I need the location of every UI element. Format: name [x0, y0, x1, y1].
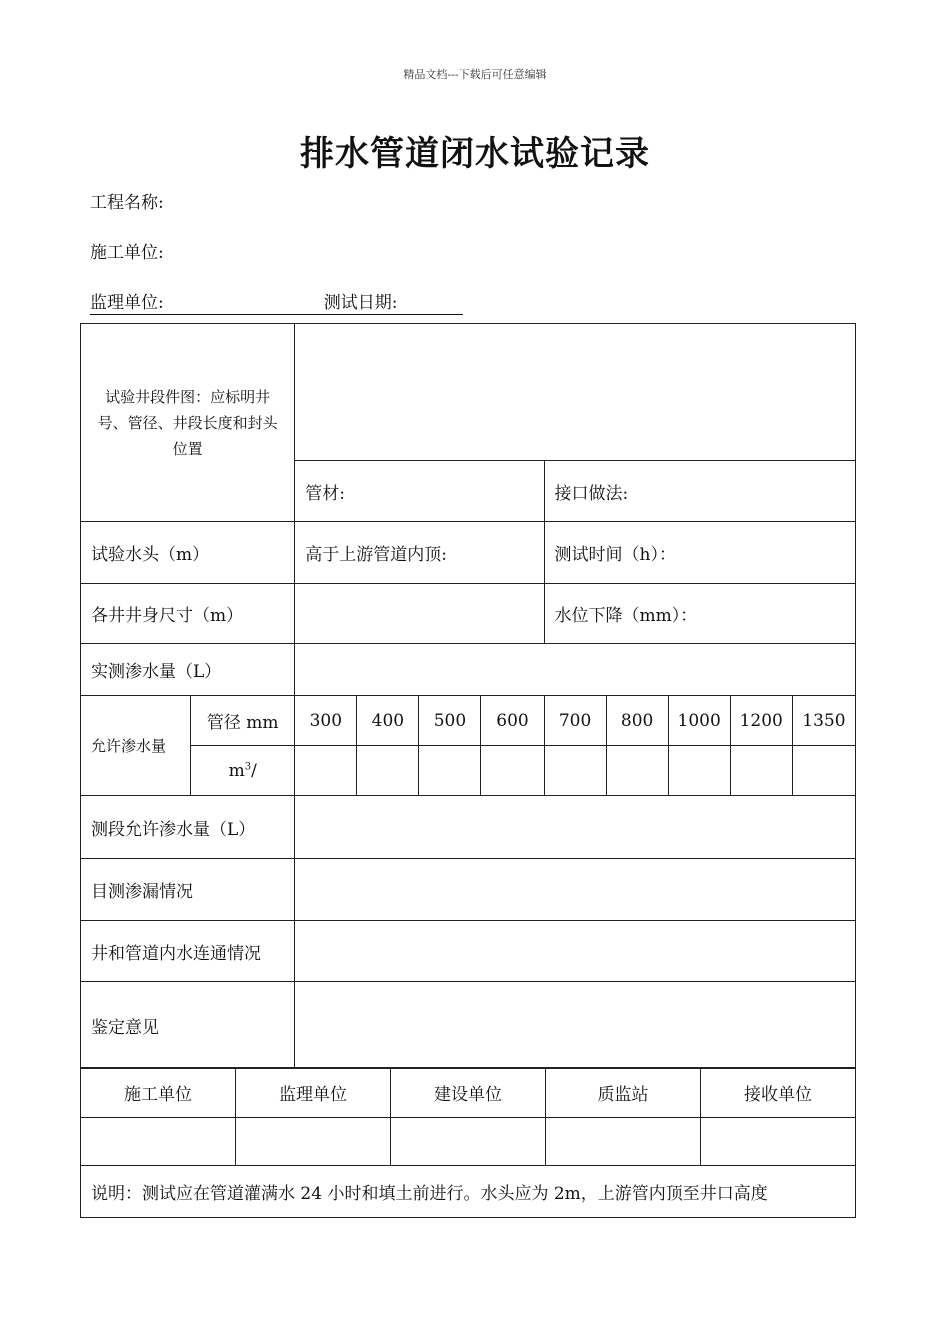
- supervision-unit-label: 监理单位:: [90, 293, 164, 313]
- page-title: 排水管道闭水试验记录: [300, 134, 650, 174]
- diameter-cell: 500: [419, 696, 481, 746]
- signature-cell[interactable]: [391, 1118, 546, 1166]
- allowed-value-cell[interactable]: [544, 746, 606, 796]
- allowed-value-cell[interactable]: [668, 746, 730, 796]
- visual-leak-value[interactable]: [295, 859, 856, 921]
- diagram-area[interactable]: [295, 324, 856, 461]
- allowed-value-cell[interactable]: [606, 746, 668, 796]
- test-time-cell[interactable]: 测试时间（h）：: [544, 522, 855, 584]
- connectivity-label: 井和管道内水连通情况: [81, 921, 295, 982]
- section-allowed-label: 测段允许渗水量（L）: [81, 796, 295, 859]
- unit-superscript: 3: [244, 760, 252, 772]
- signature-header: 建设单位: [391, 1068, 546, 1118]
- construction-unit-label: 施工单位:: [90, 243, 164, 263]
- note-text: 说明：测试应在管道灌满水 24 小时和填土前进行。水头应为 2m，上游管内顶至井口高度: [81, 1166, 856, 1218]
- signature-cell[interactable]: [81, 1118, 236, 1166]
- signature-header: 接收单位: [701, 1068, 856, 1118]
- diameter-cell: 400: [357, 696, 419, 746]
- connectivity-value[interactable]: [295, 921, 856, 982]
- allowed-value-cell[interactable]: [295, 746, 357, 796]
- opinion-value[interactable]: [295, 982, 856, 1069]
- diameter-cell: 1200: [730, 696, 792, 746]
- water-head-label: 试验水头（m）: [81, 522, 295, 584]
- diameter-cell: 800: [606, 696, 668, 746]
- allowed-value-cell[interactable]: [792, 746, 855, 796]
- unit-label: [191, 746, 295, 796]
- unit-suffix: /: [251, 760, 257, 781]
- diagram-label: 试验井段件图：应标明井号、管径、井段长度和封头位置: [81, 324, 295, 522]
- diameter-cell: 1350: [792, 696, 855, 746]
- section-allowed-value[interactable]: [295, 796, 856, 859]
- signature-header: 监理单位: [236, 1068, 391, 1118]
- diameter-cell: 600: [481, 696, 544, 746]
- test-date-label: 测试日期:: [323, 293, 398, 313]
- allowed-value-cell[interactable]: [419, 746, 481, 796]
- visual-leak-label: 目测渗漏情况: [81, 859, 295, 921]
- allowed-value-cell[interactable]: [730, 746, 792, 796]
- diameter-cell: 700: [544, 696, 606, 746]
- water-drop-cell[interactable]: 水位下降（mm）：: [544, 584, 855, 644]
- well-size-label: 各井井身尺寸（m）: [81, 584, 295, 644]
- measured-seepage-label: 实测渗水量（L）: [81, 644, 295, 696]
- signature-cell[interactable]: [701, 1118, 856, 1166]
- diameter-cell: 300: [295, 696, 357, 746]
- signature-cell[interactable]: [236, 1118, 391, 1166]
- header-note: 精品文档---下载后可任意编辑: [403, 68, 547, 81]
- opinion-label: 鉴定意见: [81, 982, 295, 1069]
- joint-method-cell[interactable]: 接口做法:: [544, 461, 855, 522]
- pipe-diameter-label: 管径 mm: [191, 696, 295, 746]
- unit-base: m: [228, 760, 245, 781]
- diameter-cell: 1000: [668, 696, 730, 746]
- project-name-label: 工程名称:: [90, 193, 164, 213]
- measured-seepage-value[interactable]: [295, 644, 856, 696]
- supervision-date-line: [90, 288, 463, 315]
- signature-table: [80, 1067, 856, 1218]
- allowed-value-cell[interactable]: [357, 746, 419, 796]
- pipe-material-cell[interactable]: 管材:: [295, 461, 544, 522]
- well-size-value[interactable]: [295, 584, 544, 644]
- supervision-field: [90, 288, 463, 315]
- allowed-seepage-label: 允许渗水量: [81, 696, 191, 796]
- test-record-table: [80, 323, 856, 1069]
- signature-header: 质监站: [546, 1068, 701, 1118]
- allowed-value-cell[interactable]: [481, 746, 544, 796]
- signature-header: 施工单位: [81, 1068, 236, 1118]
- above-upstream-cell[interactable]: 高于上游管道内顶:: [295, 522, 544, 584]
- signature-cell[interactable]: [546, 1118, 701, 1166]
